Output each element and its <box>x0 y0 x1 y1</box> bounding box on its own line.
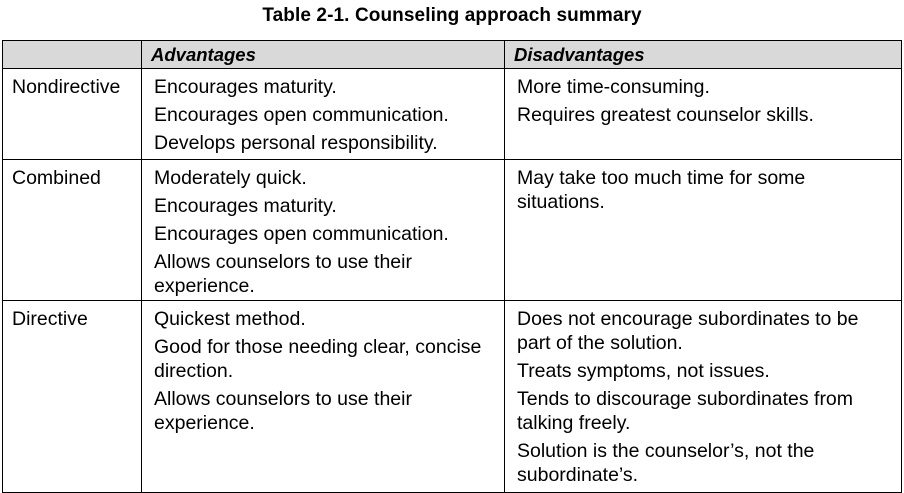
advantage-item: Encourages open communication. <box>154 223 449 245</box>
disadvantage-item: Requires greatest counselor skills. <box>517 104 814 126</box>
approach-cell: Nondirective <box>3 69 142 160</box>
table-title: Table 2-1. Counseling approach summary <box>262 5 642 26</box>
approach-cell: Directive <box>3 301 142 493</box>
advantage-item: Allows counselors to use their experience. <box>154 388 412 434</box>
header-advantages: Advantages <box>142 41 505 69</box>
approach-cell: Combined <box>3 160 142 301</box>
table-row <box>3 301 902 493</box>
table-header-row <box>3 41 902 69</box>
disadvantage-item: May take too much time for some situations. <box>517 167 806 213</box>
disadvantage-item: Does not encourage subordinates to be part of the solution. <box>517 308 859 354</box>
disadvantage-item: Treats symptoms, not issues. <box>517 360 770 382</box>
disadvantage-item: More time-consuming. <box>517 76 710 98</box>
table-row <box>3 69 902 160</box>
table-row <box>3 160 902 301</box>
advantages-cell <box>142 69 505 160</box>
advantage-item: Develops personal responsibility. <box>154 132 438 154</box>
advantages-cell <box>142 301 505 493</box>
disadvantages-cell <box>505 160 902 301</box>
advantage-item: Moderately quick. <box>154 167 307 189</box>
advantage-item: Good for those needing clear, concise direction. <box>154 336 482 382</box>
disadvantage-item: Solution is the counselor’s, not the subordinate’s. <box>517 440 815 486</box>
disadvantage-item: Tends to discourage subordinates from talking freely. <box>517 388 854 434</box>
advantage-item: Encourages open communication. <box>154 104 449 126</box>
advantage-item: Quickest method. <box>154 308 306 330</box>
advantage-item: Encourages maturity. <box>154 76 337 98</box>
disadvantages-cell <box>505 69 902 160</box>
advantage-item: Encourages maturity. <box>154 195 337 217</box>
advantages-cell <box>142 160 505 301</box>
disadvantages-cell <box>505 301 902 493</box>
advantage-item: Allows counselors to use their experience. <box>154 251 412 297</box>
header-approach <box>3 41 142 69</box>
counseling-summary-table <box>2 40 902 493</box>
header-disadvantages: Disadvantages <box>505 41 902 69</box>
